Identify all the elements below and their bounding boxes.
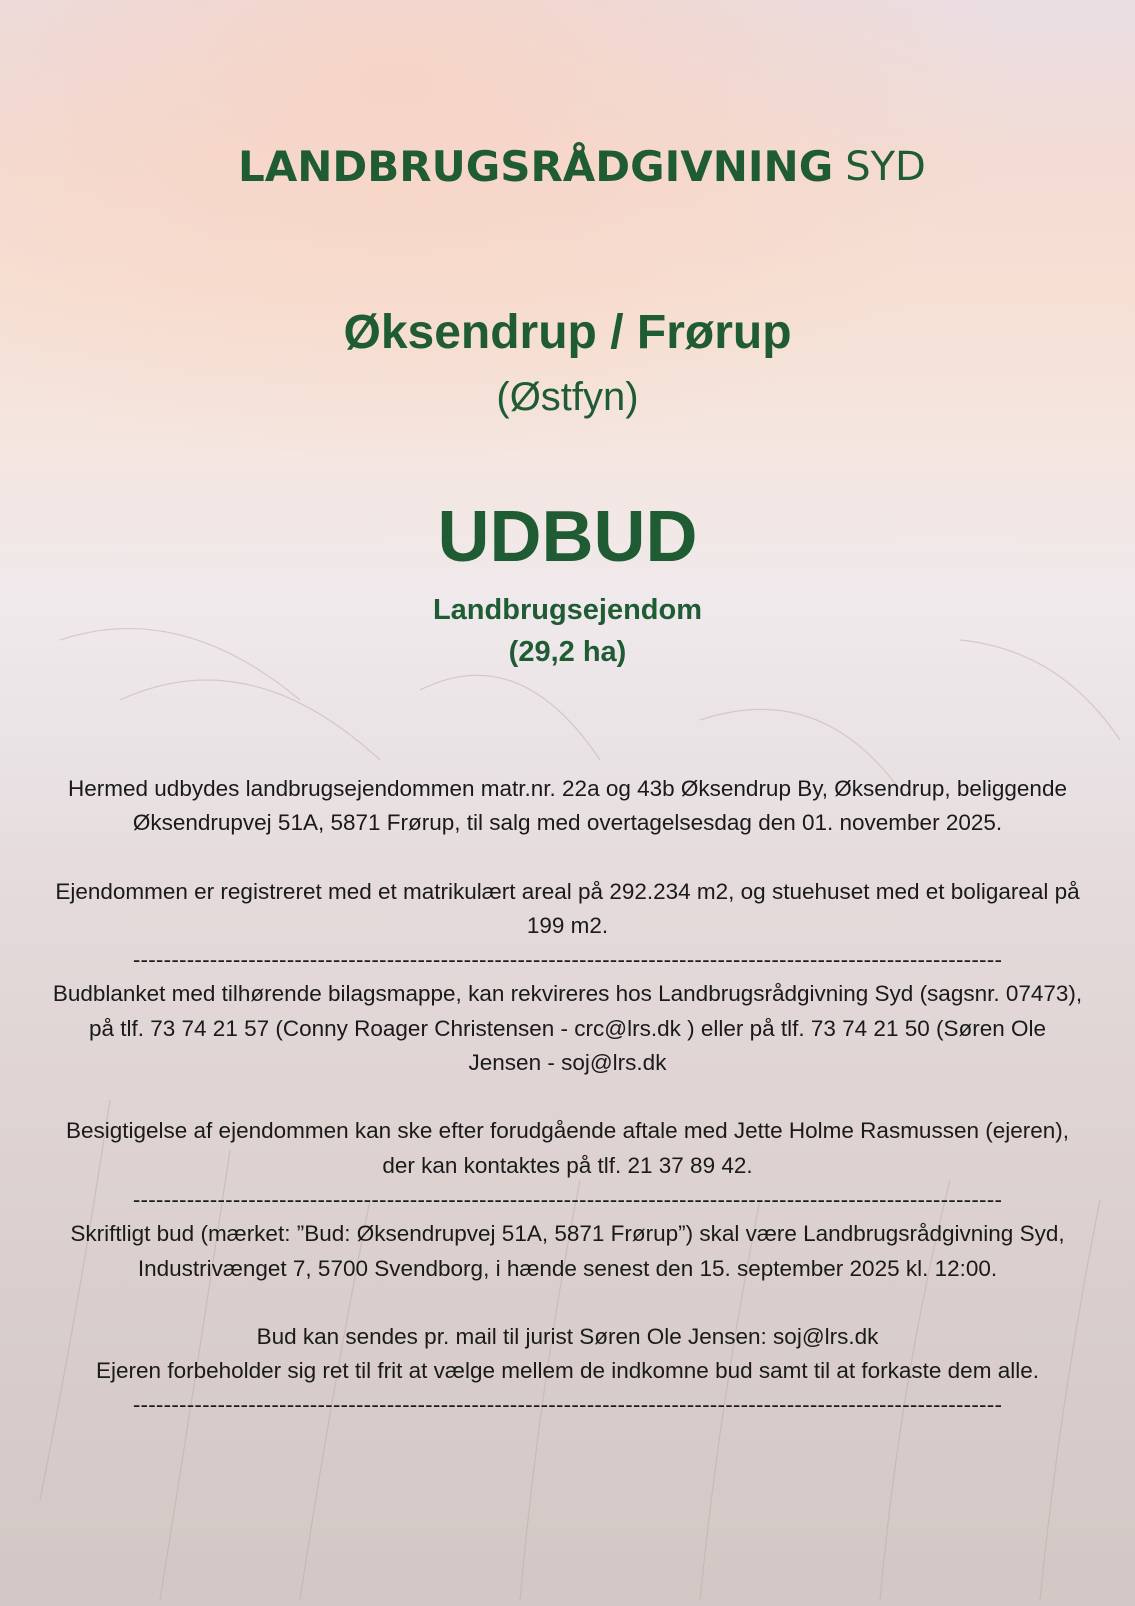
divider-line: ----------------------------------------------------------------------------------------------------------------- xyxy=(132,1392,1003,1418)
logo-wordmark: LANDBRUGSRÅDGIVNING xyxy=(238,142,834,191)
bid-form-paragraph: Budblanket med tilhørende bilagsmappe, kan rekvireres hos Landbrugsrådgivning Syd (sagsnr. 07473), på tlf. 73 74 21 57 (Conny Roager Christensen - crc@lrs.dk ) eller på tlf. 73 74 21 50 (Søren Ole Jensen - soj@lrs.dk xyxy=(52,981,1083,1076)
property-area: (29,2 ha) xyxy=(508,636,627,668)
reservation-paragraph: Ejeren forbeholder sig ret til frit at vælge mellem de indkomne bud samt til at forkaste dem alle. xyxy=(96,1358,1039,1384)
intro-paragraph: Hermed udbydes landbrugsejendommen matr.nr. 22a og 43b Øksendrup By, Øksendrup, beliggende Øksendrupvej 51A, 5871 Frørup, til salg med overtagelsesdag den 01. november 2025. xyxy=(68,776,1067,836)
viewing-paragraph: Besigtigelse af ejendommen kan ske efter forudgående aftale med Jette Holme Rasmussen (ejeren), der kan kontaktes på tlf. 21 37 89 42. xyxy=(65,1118,1070,1178)
registration-paragraph: Ejendommen er registreret med et matrikulært areal på 292.234 m2, og stuehuset med et boligareal på 199 m2. xyxy=(55,878,1080,938)
offer-title: UDBUD xyxy=(437,497,698,577)
mail-bid-paragraph: Bud kan sendes pr. mail til jurist Søren Ole Jensen: soj@lrs.dk xyxy=(256,1323,879,1349)
location-title: Øksendrup / Frørup xyxy=(343,306,792,359)
company-logo xyxy=(222,132,926,202)
divider-line: ----------------------------------------------------------------------------------------------------------------- xyxy=(132,947,1003,973)
divider-line: ----------------------------------------------------------------------------------------------------------------- xyxy=(132,1186,1003,1212)
property-type: Landbrugsejendom xyxy=(432,594,703,626)
written-bid-paragraph: Skriftligt bud (mærket: ”Bud: Øksendrupvej 51A, 5871 Frørup”) skal være Landbrugsrådgivning Syd, Industrivænget 7, 5700 Svendborg, i hænde senest den 15. september 2025 kl. 12:00. xyxy=(70,1221,1065,1281)
logo-suffix: SYD xyxy=(845,144,926,190)
offer-details xyxy=(50,772,1085,1423)
region-subtitle: (Østfyn) xyxy=(496,375,639,419)
